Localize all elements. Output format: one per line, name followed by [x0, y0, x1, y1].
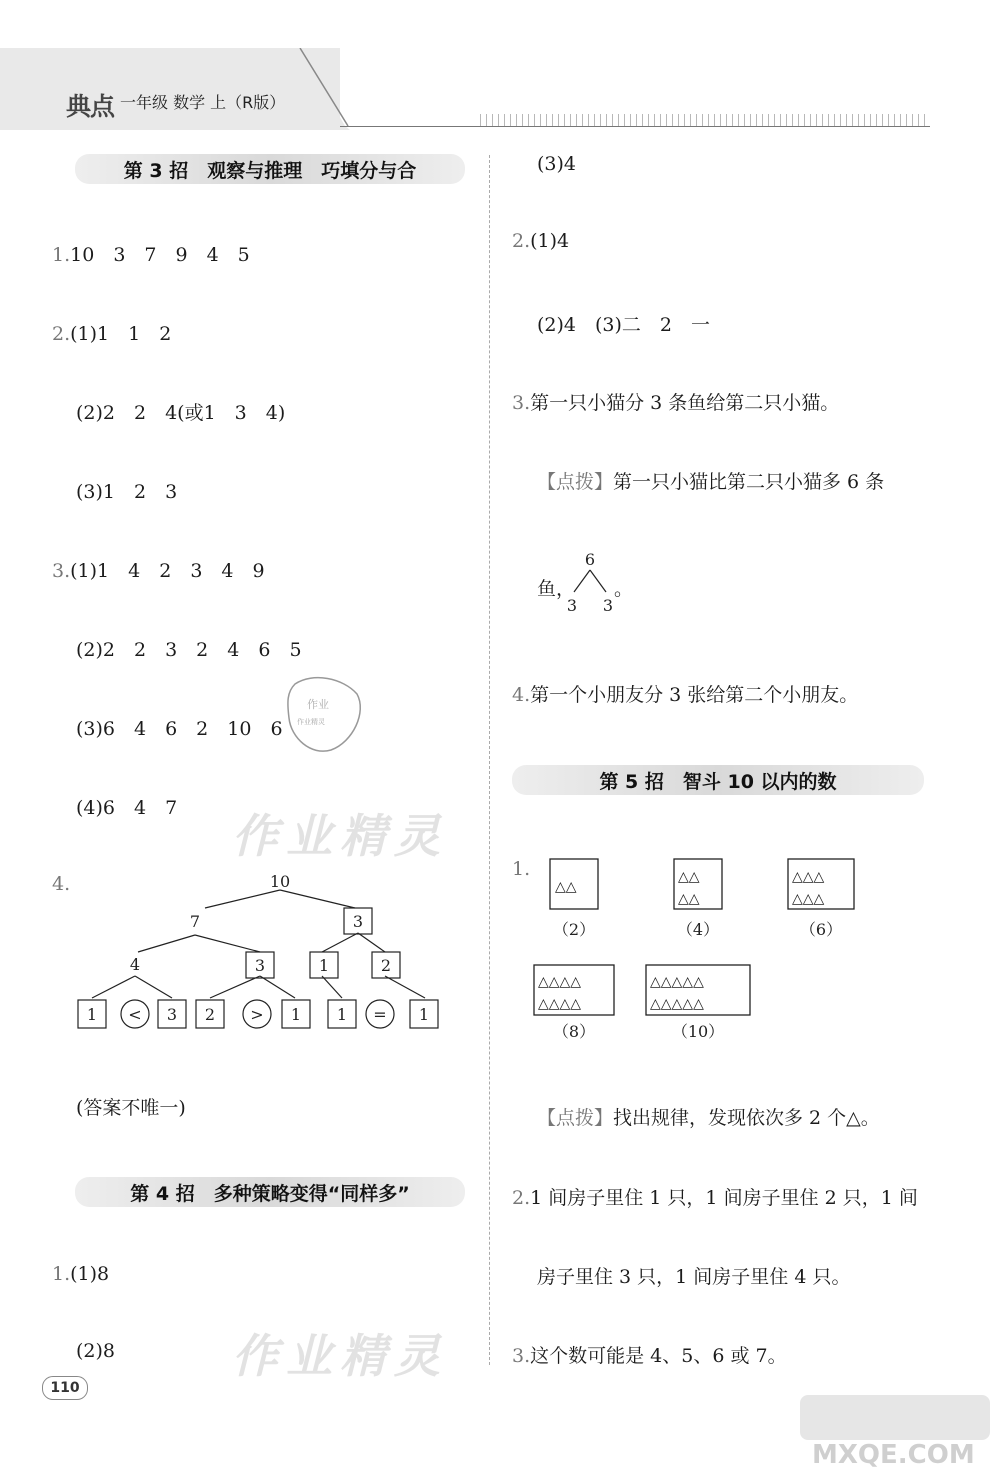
s5-q2-line1	[512, 1183, 918, 1210]
split-left: 3	[566, 596, 578, 615]
triangle-icon: △△△△△	[650, 996, 704, 1012]
s4-q1-1-answer: (1)8	[70, 1263, 110, 1285]
right-q3	[512, 388, 839, 415]
tree-leaf: 1	[336, 1005, 348, 1024]
triangle-pattern-figure	[530, 855, 870, 1045]
q-number: 4.	[52, 873, 71, 895]
tree-leaf: 1	[290, 1005, 302, 1024]
book-title: 一年级 数学 上（R版）	[120, 93, 286, 112]
q-number: 1.	[52, 244, 71, 266]
s5-hint	[537, 1103, 880, 1130]
fish-text: 鱼，	[537, 578, 576, 600]
q2-1-answer: (1)1 1 2	[70, 323, 172, 345]
tree-operator: <	[128, 1005, 142, 1024]
count-label: （2）	[552, 920, 596, 939]
q-number: 3.	[512, 392, 531, 414]
right-q1-3: (3)4	[537, 153, 577, 175]
count-label: （6）	[799, 920, 843, 939]
r-q2-1-answer: (1)4	[530, 230, 570, 252]
end-mark: 。	[614, 578, 634, 600]
triangle-icon: △△△	[792, 891, 825, 907]
q3-1-answer: (1)1 4 2 3 4 9	[70, 560, 265, 582]
tree-operator: =	[373, 1005, 387, 1024]
tree-node: 3	[352, 912, 364, 931]
right-q3-hint	[537, 467, 884, 494]
q-number: 3.	[52, 560, 71, 582]
q-number: 2.	[52, 323, 71, 345]
site-watermark: MXQE.COM	[812, 1440, 975, 1470]
r-q4-answer: 第一个小朋友分 3 张给第二个小朋友。	[530, 684, 859, 706]
s5-q3-answer: 这个数可能是 4、5、6 或 7。	[530, 1345, 787, 1367]
tree-leaf: 1	[418, 1005, 430, 1024]
header-diagonal	[290, 48, 350, 130]
tree-leaf: 3	[166, 1005, 178, 1024]
tree-node: 1	[318, 956, 330, 975]
tree-node: 7	[189, 912, 201, 931]
tree-root: 10	[269, 872, 291, 891]
brand-logo: 典点	[66, 92, 115, 121]
triangle-icon: △△	[678, 869, 700, 885]
section-3-title: 第 3 招 观察与推理 巧填分与合	[75, 154, 465, 184]
tree-node: 4	[129, 955, 141, 974]
left-q3-2: (2)2 2 3 2 4 6 5	[76, 639, 302, 661]
count-label: （4）	[676, 920, 720, 939]
triangle-icon: △△	[678, 891, 700, 907]
q-number: 2.	[512, 1187, 531, 1209]
q-number: 3.	[512, 1345, 531, 1367]
hint-text: 第一只小猫比第二只小猫多 6 条	[613, 471, 885, 493]
q1-answer: 10 3 7 9 4 5	[70, 244, 250, 266]
triangle-icon: △△△	[792, 869, 825, 885]
q-number: 4.	[512, 684, 531, 706]
left-q1	[52, 240, 250, 267]
split-right: 3	[602, 596, 614, 615]
triangle-icon: △△△△△	[650, 974, 704, 990]
s4-q1-1	[52, 1263, 109, 1285]
svg-text:作业精灵: 作业精灵	[297, 718, 325, 726]
triangle-icon: △△△△	[538, 974, 582, 990]
watermark-text: 作业精灵	[232, 809, 448, 863]
left-q2-3: (3)1 2 3	[76, 481, 178, 503]
tree-leaf: 2	[204, 1005, 216, 1024]
page-number: 110	[42, 1376, 88, 1400]
left-q3-4: (4)6 4 7	[76, 797, 178, 819]
triangle-icon: △△△△	[538, 996, 582, 1012]
column-divider	[489, 155, 490, 1365]
left-q3-1	[52, 556, 265, 583]
hint-tag: 【点拨】	[537, 1107, 614, 1129]
count-label: （10）	[671, 1022, 725, 1041]
tree-node: 3	[254, 956, 266, 975]
tree-leaf: 1	[86, 1005, 98, 1024]
section-4-title: 第 4 招 多种策略变得“同样多”	[75, 1177, 465, 1207]
site-logo-icon	[800, 1395, 990, 1440]
r-q3-answer: 第一只小猫分 3 条鱼给第二只小猫。	[530, 392, 840, 414]
right-q2-1	[512, 230, 569, 252]
header-ruler	[480, 114, 930, 126]
seal-stamp-icon	[283, 672, 365, 754]
s4-q1-2: (2)8	[76, 1340, 116, 1362]
tree-operator: >	[250, 1005, 264, 1024]
s5-q2-line2: 房子里住 3 只，1 间房子里住 4 只。	[537, 1266, 851, 1288]
header-band	[0, 48, 340, 130]
section-5-title: 第 5 招 智斗 10 以内的数	[512, 765, 924, 795]
hint-tag: 【点拨】	[537, 471, 614, 493]
q4-note: (答案不唯一)	[76, 1097, 186, 1119]
s5-q2-a: 1 间房子里住 1 只，1 间房子里住 2 只，1 间	[530, 1187, 918, 1209]
number-tree-diagram	[70, 870, 450, 1040]
right-q2-2: (2)4 (3)二 2 一	[537, 314, 711, 336]
triangle-icon: △△	[555, 879, 577, 895]
q-number: 1.	[512, 858, 531, 880]
left-q2-1	[52, 319, 171, 346]
header-rule	[340, 126, 930, 127]
watermark-text: 作业精灵	[232, 1329, 448, 1383]
left-q2-2: (2)2 2 4(或1 3 4)	[76, 402, 286, 424]
s5-hint-text: 找出规律，发现依次多 2 个△。	[613, 1107, 880, 1129]
svg-text:作业: 作业	[307, 698, 329, 711]
left-q3-3: (3)6 4 6 2 10 6	[76, 718, 283, 740]
q-number: 2.	[512, 230, 531, 252]
q-number: 1.	[52, 1263, 71, 1285]
tree-node: 2	[380, 956, 392, 975]
count-label: （8）	[552, 1022, 596, 1041]
right-q4	[512, 680, 858, 707]
s5-q3	[512, 1341, 787, 1368]
split-top: 6	[584, 550, 596, 569]
